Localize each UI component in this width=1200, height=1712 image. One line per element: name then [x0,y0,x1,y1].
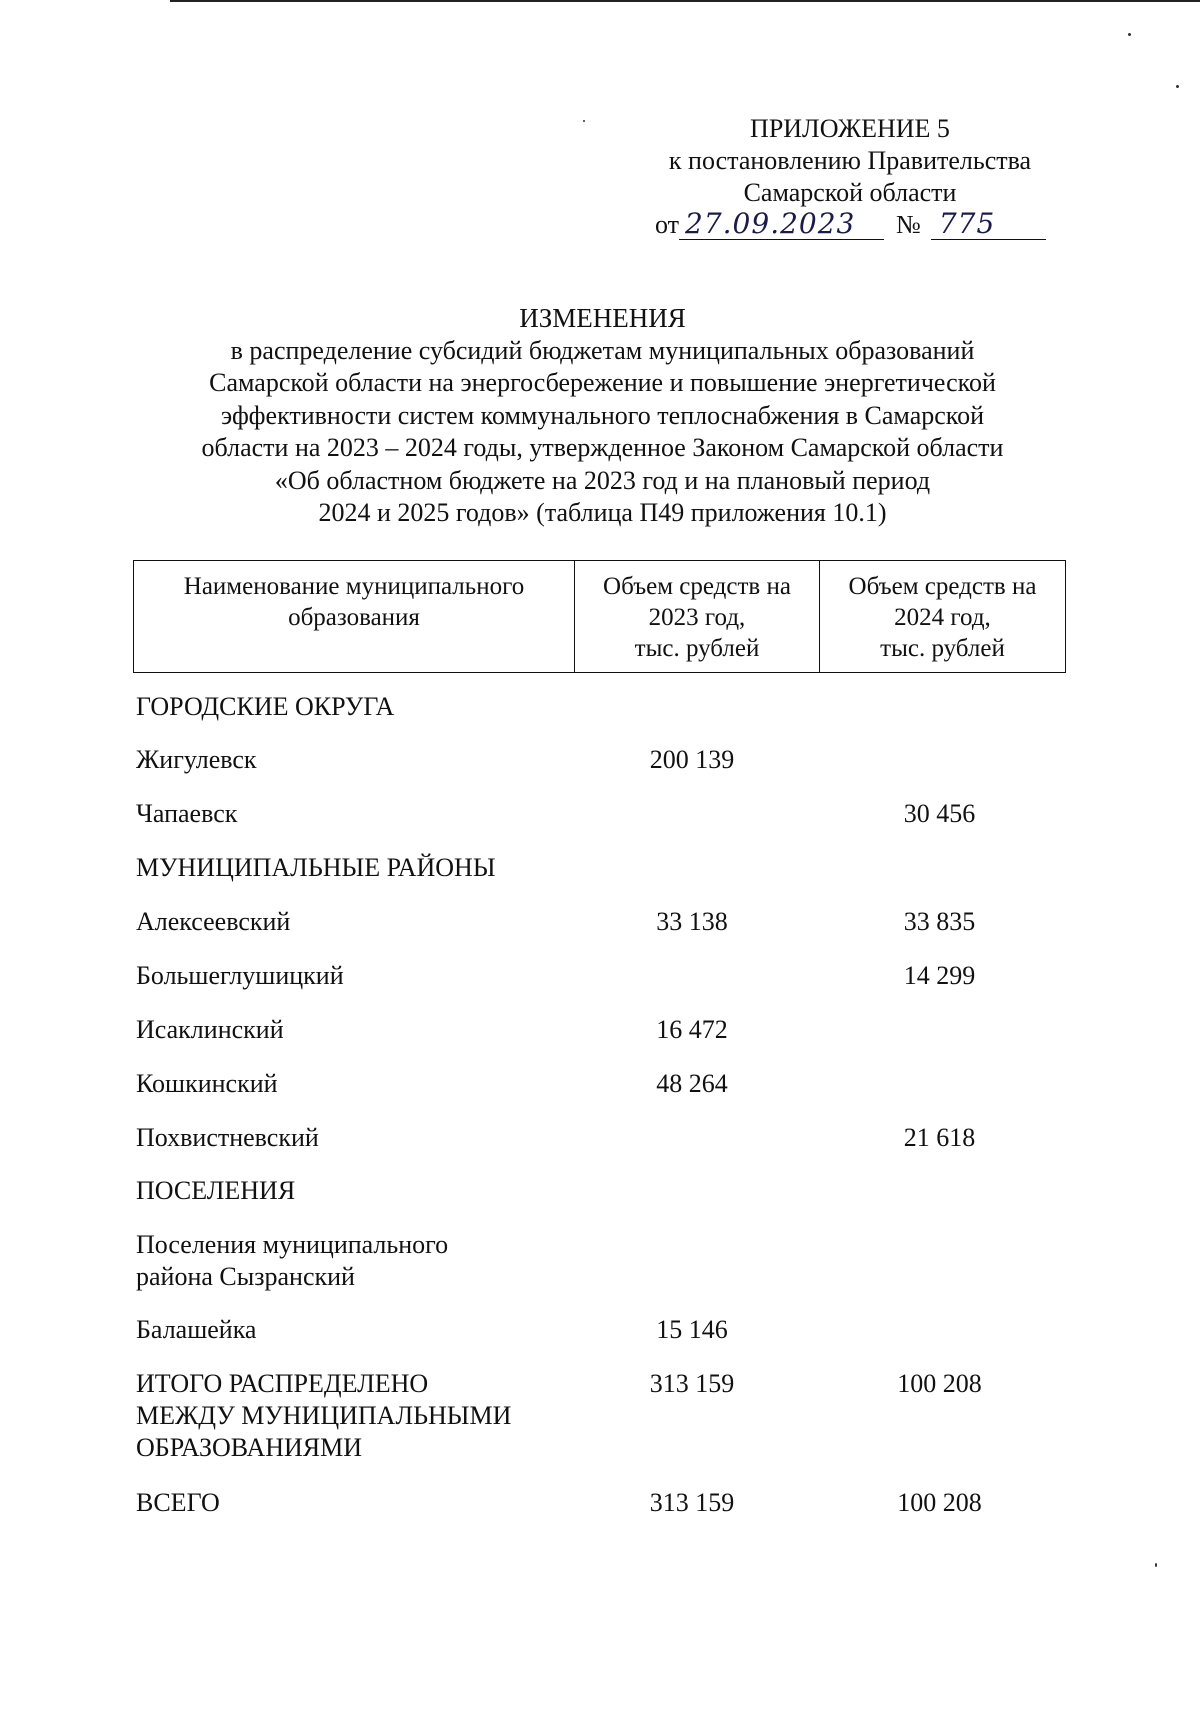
value-2024: 21 618 [903,1123,976,1152]
date-prefix: от [655,210,680,239]
header-line: Наименование муниципального [183,573,525,600]
title-line: «Об областном бюджете на 2023 год и на плановый период [274,465,931,495]
row-name: ГОРОДСКИЕ ОКРУГА [136,692,395,721]
row-name: ВСЕГО [136,1488,220,1517]
row-name-line: МЕЖДУ МУНИЦИПАЛЬНЫМИ [136,1401,512,1430]
row-name: Жигулевск [136,745,257,774]
header-name [134,561,575,673]
title-line: в распределение субсидий бюджетам муниципальных образований [230,335,975,365]
value-2023: 48 264 [656,1069,728,1098]
document-title [120,302,1085,530]
row-name-line: ИТОГО РАСПРЕДЕЛЕНО [136,1369,429,1398]
row-name: Большеглушицкий [136,961,344,990]
top-border-line [170,0,1200,2]
appendix-block [630,113,1070,241]
scan-speck [1155,1563,1157,1567]
title-line: области на 2023 – 2024 годы, утвержденное Законом Самарской области [201,433,1004,462]
value-2023: 33 138 [656,907,728,936]
value-2023: 15 146 [656,1315,728,1344]
header-line: образования [288,604,420,631]
row-name: МУНИЦИПАЛЬНЫЕ РАЙОНЫ [136,853,496,882]
value-2024: 100 208 [897,1369,982,1398]
table-header [133,560,1066,673]
row-name-line: Поселения муниципального [136,1230,449,1259]
value-2023: 16 472 [656,1015,728,1044]
header-line: 2023 год, [648,604,746,631]
header-line: Объем средств на [603,573,791,600]
handwritten-date: 27.09.2023 [679,209,884,240]
header-2024 [820,561,1066,673]
header-2023 [575,561,820,673]
value-2023: 313 159 [649,1369,735,1398]
row-name: Похвистневский [136,1123,319,1152]
value-2024: 33 835 [903,907,976,936]
value-2023: 200 139 [649,745,735,774]
appendix-label: ПРИЛОЖЕНИЕ 5 [750,114,950,143]
appendix-line: к постановлению Правительства [668,146,1032,175]
handwritten-number: 775 [931,209,1046,240]
row-name [136,1368,566,1464]
title-line: Самарской области на энергосбережение и повышение энергетической [209,368,996,397]
row-name: Алексеевский [136,907,291,936]
row-name: Чапаевск [136,799,238,828]
appendix-date-line [630,209,1070,241]
number-prefix: № [896,210,921,239]
row-name: ПОСЕЛЕНИЯ [136,1176,296,1205]
header-line: 2024 год, [894,604,991,631]
value-2024: 100 208 [897,1488,982,1517]
row-name-line: ОБРАЗОВАНИЯМИ [136,1433,363,1462]
scan-speck [1176,85,1179,88]
row-name: Балашейка [136,1315,257,1344]
title-line: эффективности систем коммунального теплоснабжения в Самарской [220,400,985,430]
value-2023: 313 159 [649,1488,735,1517]
scan-speck [1128,33,1131,36]
header-line: Объем средств на [848,573,1037,600]
value-2024: 30 456 [903,799,976,828]
value-2024: 14 299 [903,961,976,990]
row-name-line: района Сызранский [136,1262,355,1291]
row-name: Кошкинский [136,1069,278,1098]
scan-speck [583,120,585,122]
header-line: тыс. рублей [880,635,1005,662]
row-name [136,1229,566,1293]
title-heading: ИЗМЕНЕНИЯ [519,303,686,333]
title-line: 2024 и 2025 годов» (таблица П49 приложения 10.1) [318,498,887,527]
appendix-line: Самарской области [743,178,957,207]
header-line: тыс. рублей [634,635,760,662]
row-name: Исаклинский [136,1015,284,1044]
